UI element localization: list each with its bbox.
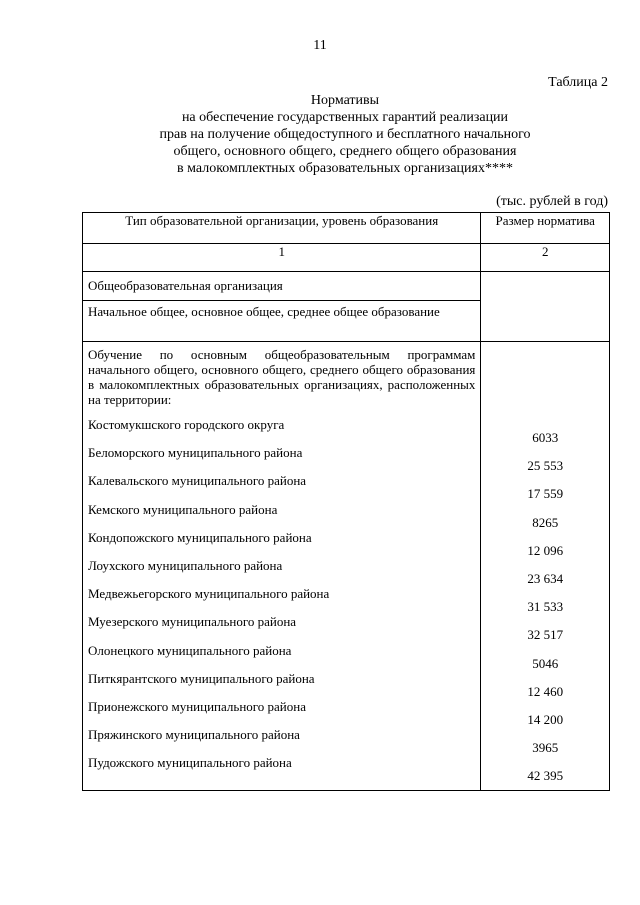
page-number: 11 — [313, 38, 327, 53]
region-name-row — [83, 665, 480, 693]
units-label: (тыс. рублей в год) — [496, 194, 608, 209]
column-number-2: 2 — [481, 244, 610, 272]
region-name-row — [83, 552, 480, 580]
norm-value-row — [481, 621, 609, 649]
norms-table — [82, 212, 610, 791]
region-name: Медвежьегорского муниципального района — [88, 586, 330, 602]
norm-value: 6033 — [532, 430, 559, 446]
norm-value-row — [481, 537, 609, 565]
region-name-row — [83, 439, 480, 467]
norm-value-row — [481, 762, 609, 790]
region-name-row — [83, 749, 480, 777]
title-line: в малокомплектных образовательных организациях**** — [177, 161, 513, 176]
region-name: Олонецкого муниципального района — [88, 642, 292, 658]
title-line: Нормативы — [310, 93, 380, 108]
norm-value: 17 559 — [527, 486, 564, 502]
region-name: Калевальского муниципального района — [88, 473, 307, 489]
norm-value: 12 096 — [527, 542, 564, 558]
training-text: Обучение по основным общеобразовательным программам начального общего, основного общего, среднего общего образования в малокомплектных образовательных организациях, расположенных на территории: — [88, 347, 476, 407]
norm-value-row — [481, 509, 609, 537]
norm-value: 25 553 — [527, 458, 564, 474]
region-name: Прионежского муниципального района — [88, 698, 306, 714]
value-list — [481, 424, 609, 790]
org-type-cell — [83, 272, 481, 301]
region-name-row — [83, 411, 480, 439]
table-header-row — [83, 213, 610, 244]
header-col2: Размер норматива — [481, 213, 610, 244]
region-name: Кемского муниципального района — [88, 501, 278, 517]
region-name-row — [83, 693, 480, 721]
title-line: общего, основного общего, среднего общего образования — [173, 144, 517, 159]
norm-value-row — [481, 565, 609, 593]
region-name: Питкярантского муниципального района — [88, 670, 315, 686]
norm-value-row — [481, 480, 609, 508]
levels-text: Начальное общее, основное общее, среднее общее образование — [88, 304, 440, 319]
table-row — [83, 272, 610, 301]
region-name-row — [83, 637, 480, 665]
region-name-row — [83, 496, 480, 524]
norm-value-row — [481, 593, 609, 621]
region-name: Муезерского муниципального района — [88, 614, 297, 630]
org-type-text: Общеобразовательная организация — [88, 278, 283, 293]
region-list — [83, 411, 480, 777]
header-col1: Тип образовательной организации, уровень образования — [83, 213, 481, 244]
title-line: на обеспечение государственных гарантий реализации — [181, 110, 509, 125]
norm-value: 14 200 — [527, 711, 564, 727]
norm-value: 23 634 — [527, 571, 564, 587]
title-line: прав на получение общедоступного и бесплатного начального — [159, 127, 531, 142]
norm-value-row — [481, 678, 609, 706]
region-name-row — [83, 721, 480, 749]
regions-cell — [83, 342, 481, 791]
norm-value: 42 395 — [527, 768, 564, 784]
region-name: Лоухского муниципального района — [88, 558, 283, 574]
table-label: Таблица 2 — [548, 75, 608, 90]
norm-value: 3965 — [532, 740, 559, 756]
norm-value: 5046 — [532, 655, 559, 671]
norm-value-row — [481, 734, 609, 762]
values-cell — [481, 342, 610, 791]
norm-value: 8265 — [532, 514, 559, 530]
region-name-row — [83, 524, 480, 552]
region-name-row — [83, 467, 480, 495]
levels-cell — [83, 301, 481, 342]
column-number-1: 1 — [83, 244, 481, 272]
region-name: Беломорского муниципального района — [88, 445, 303, 461]
region-name-row — [83, 608, 480, 636]
region-name-row — [83, 580, 480, 608]
norm-value-row — [481, 452, 609, 480]
values-spacer — [481, 342, 609, 424]
column-number-row — [83, 244, 610, 272]
region-name: Кондопожского муниципального района — [88, 529, 312, 545]
table-title — [0, 92, 640, 177]
region-name: Пудожского муниципального района — [88, 755, 292, 771]
norm-value-row — [481, 424, 609, 452]
norm-value-row — [481, 650, 609, 678]
norm-value: 32 517 — [527, 627, 564, 643]
region-name: Костомукшского городского округа — [88, 417, 285, 433]
region-name: Пряжинского муниципального района — [88, 727, 300, 743]
norm-value: 12 460 — [527, 683, 564, 699]
norm-value: 31 533 — [527, 599, 564, 615]
empty-value-cell — [481, 272, 610, 342]
norm-value-row — [481, 706, 609, 734]
table-row — [83, 342, 610, 791]
